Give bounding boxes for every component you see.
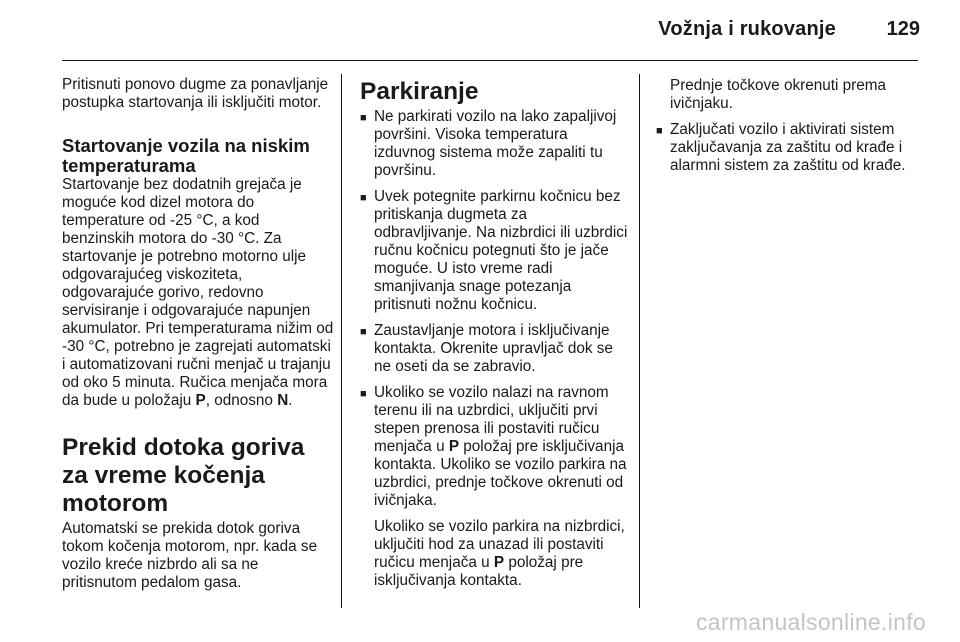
watermark: carmanualsonline.info (695, 609, 926, 635)
section-title: Vožnja i rukovanje (658, 18, 836, 40)
column-3 (656, 77, 922, 183)
list-item: ■ Ukoliko se vozilo nalazi na ravnom terenu ili na uzbrdici, uključiti prvi stepen prenosa ili postaviti ručicu menjača u P položaj pre isključivanja kontakta. Ukoliko se vozilo parkira na uzbrdici, prednje točkove okrenuti od ivičnjaka. (360, 384, 627, 509)
column-1 (62, 76, 334, 592)
heading-cold-start: Startovanje vozila na niskim temperaturama (62, 135, 310, 176)
list-item: ■ Zaustavljanje motora i isključivanje kontakta. Okrenite upravljač dok se ne oseti da se zabravio. (360, 322, 613, 375)
heading-fuel-cutoff: Prekid dotoka goriva za vreme kočenja motorom (62, 434, 305, 517)
page-header (0, 0, 960, 62)
heading-parking: Parkiranje (360, 78, 479, 105)
list-item-continuation: Prednje točkove okrenuti prema ivičnjaku. (670, 77, 886, 112)
bullet-icon: ■ (656, 125, 663, 137)
bullet-icon: ■ (360, 192, 367, 204)
paragraph-fuel-cutoff: Automatski se prekida dotok goriva tokom kočenja motorom, npr. kada se vozilo kreće nizbrdo ali sa ne pritisnutom pedalom gasa. (62, 520, 318, 591)
list-item: ■ Uvek potegnite parkirnu kočnicu bez pritiskanja dugmeta za odbravljivanje. Na nizbrdici ili uzbrdici ručnu kočnicu potegnuti što je jače moguće. U isto vreme radi smanjivanja snage potezanja pritisnuti nožnu kočnicu. (360, 188, 628, 313)
bullet-icon: ■ (360, 388, 367, 400)
parking-list (360, 108, 628, 510)
header-rule (62, 60, 918, 61)
column-divider-1 (341, 74, 342, 608)
parking-list-continued (656, 121, 922, 175)
list-item-continuation: Ukoliko se vozilo parkira na nizbrdici, uključiti hod za unazad ili postaviti ručicu menjača u P položaj pre isključivanja kontakta. (374, 518, 625, 589)
bullet-icon: ■ (360, 112, 367, 124)
list-item: ■ Ne parkirati vozilo na lako zapaljivoj površini. Visoka temperatura izduvnog sistema može zapaliti tu površinu. (360, 108, 617, 179)
column-2 (360, 78, 628, 590)
page-number: 129 (886, 18, 920, 40)
column-divider-2 (639, 74, 640, 608)
list-item: ■ Zaključati vozilo i aktivirati sistem zaključavanja za zaštitu od krađe i alarmni sistem za zaštitu od krađe. (656, 121, 906, 174)
bullet-icon: ■ (360, 326, 367, 338)
paragraph-restart: Pritisnuti ponovo dugme za ponavljanje postupka startovanja ili isključiti motor. (62, 76, 329, 111)
paragraph-cold-start: Startovanje bez dodatnih grejača je moguće kod dizel motora do temperature od -25 °C, a kod benzinskih motora do -30 °C. Za startovanje je potrebno motorno ulje odgovarajućeg viskoziteta, odgovarajuće gorivo, redovno servisiranje i odgovarajuće napunjen akumulator. Pri temperaturama nižim od -30 °C, potrebno je zagrejati automatski i automatizovani ručni menjač u trajanju od oko 5 minuta. Ručica menjača mora da bude u položaju P, odnosno N. (62, 176, 334, 409)
